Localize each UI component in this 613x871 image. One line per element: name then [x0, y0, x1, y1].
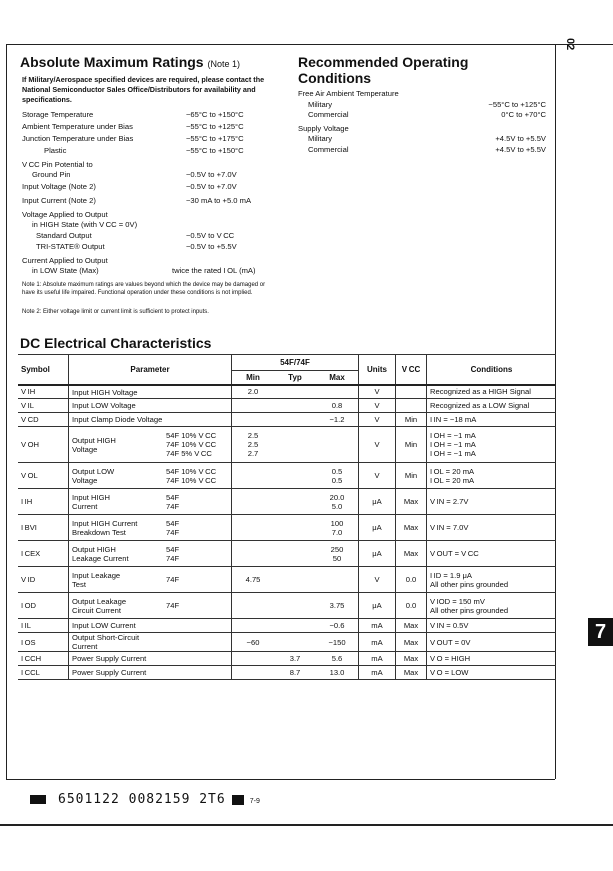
cell-vcc: Max: [396, 515, 427, 541]
cell-max: −150: [316, 633, 359, 652]
cell-conditions: V O = LOW: [427, 666, 557, 680]
amr-row-label: in LOW State (Max): [32, 266, 99, 275]
cell-typ: [274, 427, 316, 463]
cell-conditions: V O = HIGH: [427, 652, 557, 666]
roc-row-label: Military: [308, 134, 333, 143]
cell-parameter: [69, 463, 232, 489]
cell-conditions: V OUT = V CC: [427, 541, 557, 567]
cell-vcc: Min: [396, 427, 427, 463]
cell-min: [232, 463, 275, 489]
cell-vcc: Max: [396, 666, 427, 680]
parameter-subtext: 54F 74F: [166, 492, 180, 511]
cell-min: [232, 413, 275, 427]
roc-row-label: Commercial: [308, 145, 349, 154]
cell-vcc: Min: [396, 463, 427, 489]
cell-symbol: V OL: [18, 463, 69, 489]
cell-conditions: I ID = 1.9 μA All other pins grounded: [427, 567, 557, 593]
cell-vcc: 0.0: [396, 567, 427, 593]
cell-units: μA: [359, 593, 396, 619]
footer-code: 6501122 0082159 2T6: [58, 792, 226, 807]
amr-row-value: −55°C to +125°C: [186, 122, 244, 131]
amr-row-value: −65°C to +150°C: [186, 110, 244, 119]
cell-max: 250 50: [316, 541, 359, 567]
cell-units: V: [359, 413, 396, 427]
cell-parameter: [69, 413, 232, 427]
dc-table-body: [18, 385, 556, 680]
amr-row-label: Storage Temperature: [22, 110, 94, 119]
cell-units: μA: [359, 515, 396, 541]
cell-symbol: I IH: [18, 489, 69, 515]
cell-min: [232, 666, 275, 680]
amr-row-value: −0.5V to +7.0V: [186, 170, 237, 179]
cell-min: −60: [232, 633, 275, 652]
roc-title-2: Conditions: [298, 70, 372, 86]
cell-symbol: V OH: [18, 427, 69, 463]
cell-units: mA: [359, 633, 396, 652]
cell-max: 100 7.0: [316, 515, 359, 541]
page-bottom-rule: [0, 824, 613, 826]
cell-symbol: I OD: [18, 593, 69, 619]
hdr-symbol: Symbol: [18, 355, 69, 385]
page-frame-top: [6, 44, 613, 45]
cell-units: V: [359, 427, 396, 463]
cell-parameter: [69, 385, 232, 399]
cell-symbol: I CCL: [18, 666, 69, 680]
amr-row-label: Input Voltage (Note 2): [22, 182, 96, 191]
hdr-max: Max: [316, 371, 359, 385]
amr-note-2: Note 2: Either voltage limit or current limit is sufficient to protect inputs.: [22, 309, 209, 315]
amr-row-label: TRI-STATE® Output: [36, 242, 105, 251]
dc-table: [18, 354, 556, 680]
page-frame-left: [6, 44, 7, 779]
parameter-text: Input HIGH Current: [72, 492, 110, 511]
table-row: [18, 427, 556, 463]
cell-vcc: Max: [396, 652, 427, 666]
amr-row-label: in HIGH State (with V CC = 0V): [32, 220, 138, 229]
amr-row-label: Current Applied to Output: [22, 256, 108, 265]
cell-parameter: [69, 567, 232, 593]
amr-row-label: Ground Pin: [32, 170, 71, 179]
cell-parameter: [69, 399, 232, 413]
roc-row-label: Free Air Ambient Temperature: [298, 89, 399, 98]
amr-row-label: V CC Pin Potential to: [22, 160, 93, 169]
hdr-min: Min: [232, 371, 275, 385]
roc-title-1: Recommended Operating: [298, 54, 469, 70]
amr-note-1: Note 1: Absolute maximum ratings are values beyond which the device may be damaged or have its useful life impaired. Functional operation under these conditions is not implied.: [22, 282, 266, 296]
cell-units: V: [359, 463, 396, 489]
amr-title-text: Absolute Maximum Ratings: [20, 54, 204, 70]
side-page-number: 02: [564, 38, 576, 51]
cell-max: [316, 427, 359, 463]
parameter-text: Power Supply Current: [72, 654, 147, 664]
cell-units: mA: [359, 619, 396, 633]
amr-title-note: (Note 1): [207, 59, 240, 69]
cell-min: 4.75: [232, 567, 275, 593]
parameter-subtext: 74F: [166, 601, 180, 610]
hdr-units: Units: [359, 355, 396, 385]
parameter-subtext: 54F 74F: [166, 518, 180, 537]
amr-row-value: −0.5V to V CC: [186, 231, 235, 240]
cell-typ: [274, 593, 316, 619]
cell-max: 5.6: [316, 652, 359, 666]
cell-typ: [274, 463, 316, 489]
hdr-typ: Typ: [274, 371, 316, 385]
cell-vcc: Max: [396, 619, 427, 633]
cell-parameter: [69, 593, 232, 619]
table-row: [18, 652, 556, 666]
parameter-text: Input LOW Voltage: [72, 401, 136, 411]
table-row: [18, 463, 556, 489]
cell-typ: [274, 385, 316, 399]
cell-max: 13.0: [316, 666, 359, 680]
cell-conditions: V IN = 7.0V: [427, 515, 557, 541]
amr-title: [20, 54, 240, 70]
cell-conditions: Recognized as a LOW Signal: [427, 399, 557, 413]
amr-row-value: −30 mA to +5.0 mA: [186, 196, 252, 205]
table-row: [18, 567, 556, 593]
cell-typ: [274, 633, 316, 652]
roc-row-value: 0°C to +70°C: [501, 110, 546, 119]
parameter-subtext: 74F: [166, 575, 180, 584]
cell-min: 2.5 2.5 2.7: [232, 427, 275, 463]
hdr-parameter: Parameter: [69, 355, 232, 385]
table-row: [18, 541, 556, 567]
amr-row-value: twice the rated I OL (mA): [172, 266, 256, 275]
parameter-text: Input Clamp Diode Voltage: [72, 415, 163, 425]
cell-symbol: V IL: [18, 399, 69, 413]
table-row: [18, 593, 556, 619]
cell-typ: [274, 399, 316, 413]
cell-parameter: [69, 427, 232, 463]
table-row: [18, 619, 556, 633]
parameter-text: Output HIGH Voltage: [72, 435, 116, 454]
cell-min: [232, 541, 275, 567]
cell-symbol: I BVI: [18, 515, 69, 541]
cell-max: 3.75: [316, 593, 359, 619]
cell-conditions: Recognized as a HIGH Signal: [427, 385, 557, 399]
cell-units: V: [359, 385, 396, 399]
amr-row-value: −0.5V to +5.5V: [186, 242, 237, 251]
roc-row-value: −55°C to +125°C: [488, 100, 546, 109]
parameter-text: Input HIGH Current Breakdown Test: [72, 518, 138, 537]
page-frame-bottom: [6, 779, 555, 780]
parameter-text: Input LOW Current: [72, 621, 136, 631]
footer: [30, 792, 260, 807]
cell-vcc: [396, 399, 427, 413]
cell-symbol: I OS: [18, 633, 69, 652]
cell-units: mA: [359, 666, 396, 680]
cell-typ: [274, 619, 316, 633]
cell-units: μA: [359, 541, 396, 567]
cell-parameter: [69, 541, 232, 567]
roc-row-label: Commercial: [308, 110, 349, 119]
cell-units: mA: [359, 652, 396, 666]
cell-min: [232, 399, 275, 413]
cell-max: 0.8: [316, 399, 359, 413]
parameter-text: Output LOW Voltage: [72, 466, 115, 485]
table-row: [18, 385, 556, 399]
amr-row-value: −0.5V to +7.0V: [186, 182, 237, 191]
cell-min: [232, 515, 275, 541]
cell-units: V: [359, 567, 396, 593]
amr-row-label: Ambient Temperature under Bias: [22, 122, 133, 131]
amr-row-label: Standard Output: [36, 231, 92, 240]
cell-typ: 8.7: [274, 666, 316, 680]
footer-block-mark: [30, 795, 46, 804]
amr-row-value: −55°C to +175°C: [186, 134, 244, 143]
amr-warning: If Military/Aerospace specified devices are required, please contact the National Semiconductor Sales Office/Distributors for availability and specifications.: [22, 75, 265, 104]
cell-units: μA: [359, 489, 396, 515]
cell-min: [232, 489, 275, 515]
cell-max: [316, 385, 359, 399]
parameter-text: Output Leakage Circuit Current: [72, 596, 127, 615]
table-row: [18, 666, 556, 680]
cell-conditions: I OL = 20 mA I OL = 20 mA: [427, 463, 557, 489]
parameter-text: Output Short-Circuit Current: [72, 633, 140, 651]
amr-row-label: Junction Temperature under Bias: [22, 134, 134, 143]
cell-vcc: Min: [396, 413, 427, 427]
cell-min: [232, 619, 275, 633]
cell-typ: [274, 541, 316, 567]
footer-page-number: 7-9: [249, 798, 260, 805]
dc-title: DC Electrical Characteristics: [20, 335, 212, 351]
cell-conditions: I IN = −18 mA: [427, 413, 557, 427]
cell-max: −1.2: [316, 413, 359, 427]
cell-conditions: V IN = 0.5V: [427, 619, 557, 633]
cell-parameter: [69, 633, 232, 652]
cell-parameter: [69, 619, 232, 633]
cell-typ: [274, 567, 316, 593]
parameter-text: Output HIGH Leakage Current: [72, 544, 129, 563]
parameter-subtext: 54F 10% V CC 74F 10% V CC 74F 5% V CC: [166, 431, 217, 458]
amr-row-label: Voltage Applied to Output: [22, 210, 108, 219]
parameter-text: Input HIGH Voltage: [72, 387, 138, 397]
cell-vcc: Max: [396, 489, 427, 515]
cell-symbol: I CCH: [18, 652, 69, 666]
cell-conditions: V IOD = 150 mV All other pins grounded: [427, 593, 557, 619]
parameter-text: Power Supply Current: [72, 668, 147, 678]
table-row: [18, 413, 556, 427]
roc-row-label: Supply Voltage: [298, 124, 349, 133]
parameter-text: Input Leakage Test: [72, 570, 121, 589]
hdr-conditions: Conditions: [427, 355, 557, 385]
cell-vcc: 0.0: [396, 593, 427, 619]
cell-max: [316, 567, 359, 593]
amr-row-value: −55°C to +150°C: [186, 146, 244, 155]
table-row: [18, 633, 556, 652]
table-row: [18, 399, 556, 413]
hdr-group: 54F/74F: [232, 355, 359, 371]
cell-parameter: [69, 489, 232, 515]
cell-parameter: [69, 515, 232, 541]
cell-typ: [274, 515, 316, 541]
cell-conditions: V OUT = 0V: [427, 633, 557, 652]
hdr-vcc: V CC: [396, 355, 427, 385]
footer-block-mark-2: [232, 795, 244, 805]
cell-symbol: I CEX: [18, 541, 69, 567]
cell-max: 0.5 0.5: [316, 463, 359, 489]
cell-min: 2.0: [232, 385, 275, 399]
cell-typ: 3.7: [274, 652, 316, 666]
cell-parameter: [69, 666, 232, 680]
cell-vcc: Max: [396, 541, 427, 567]
cell-min: [232, 652, 275, 666]
cell-vcc: [396, 385, 427, 399]
cell-units: V: [359, 399, 396, 413]
roc-row-value: +4.5V to +5.5V: [495, 134, 546, 143]
section-tab: 7: [588, 618, 613, 646]
cell-symbol: V IH: [18, 385, 69, 399]
parameter-subtext: 54F 74F: [166, 544, 180, 563]
roc-row-label: Military: [308, 100, 333, 109]
cell-typ: [274, 413, 316, 427]
table-row: [18, 489, 556, 515]
cell-max: −0.6: [316, 619, 359, 633]
cell-vcc: Max: [396, 633, 427, 652]
amr-row-label: Input Current (Note 2): [22, 196, 96, 205]
cell-conditions: I OH = −1 mA I OH = −1 mA I OH = −1 mA: [427, 427, 557, 463]
cell-symbol: V ID: [18, 567, 69, 593]
cell-min: [232, 593, 275, 619]
amr-row-label: Plastic: [44, 146, 67, 155]
parameter-subtext: 54F 10% V CC 74F 10% V CC: [166, 466, 217, 485]
cell-typ: [274, 489, 316, 515]
cell-conditions: V IN = 2.7V: [427, 489, 557, 515]
roc-row-value: +4.5V to +5.5V: [495, 145, 546, 154]
table-row: [18, 515, 556, 541]
cell-symbol: I IL: [18, 619, 69, 633]
cell-symbol: V CD: [18, 413, 69, 427]
cell-parameter: [69, 652, 232, 666]
cell-max: 20.0 5.0: [316, 489, 359, 515]
